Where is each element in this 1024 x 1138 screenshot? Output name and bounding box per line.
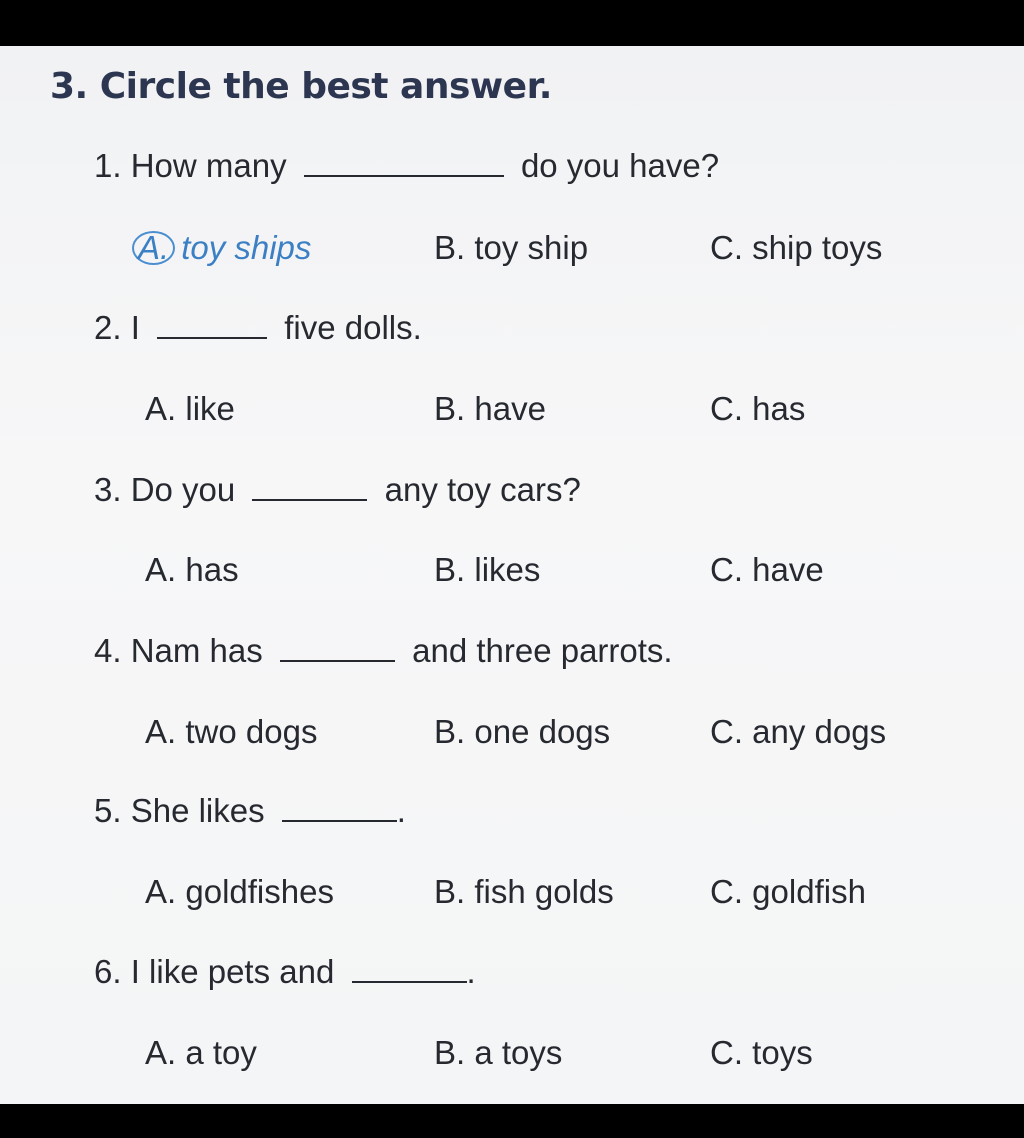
- option-text: toy ships: [181, 229, 312, 266]
- question-number: 2.: [94, 309, 122, 346]
- question-1-option-a[interactable]: [132, 228, 311, 268]
- question-stem-after: five dolls.: [284, 309, 422, 346]
- option-text: has: [185, 551, 239, 588]
- question-6-option-c[interactable]: [710, 1033, 813, 1073]
- answer-blank: [352, 955, 467, 983]
- option-text: two dogs: [185, 713, 318, 750]
- question-stem-before: She likes: [130, 792, 265, 829]
- option-text: one dogs: [474, 713, 611, 750]
- question-number: 1.: [94, 147, 122, 184]
- option-text: any dogs: [752, 713, 887, 750]
- option-text: fish golds: [474, 873, 614, 910]
- question-stem-before: I like pets and: [130, 953, 335, 990]
- question-3-option-b[interactable]: [434, 550, 540, 590]
- answer-blank: [157, 311, 267, 339]
- question-4-option-b[interactable]: [434, 712, 610, 752]
- question-stem-after: .: [466, 953, 476, 990]
- option-text: likes: [474, 551, 541, 588]
- option-letter: C.: [710, 390, 743, 427]
- question-3-option-c[interactable]: [710, 550, 824, 590]
- option-text: a toys: [474, 1034, 563, 1071]
- option-text: a toy: [185, 1034, 257, 1071]
- option-text: have: [752, 551, 824, 588]
- question-stem-before: How many: [130, 147, 287, 184]
- question-2-option-a[interactable]: [145, 389, 235, 429]
- option-letter: C.: [710, 873, 743, 910]
- question-stem-before: I: [130, 309, 140, 346]
- question-2: [94, 308, 422, 348]
- option-text: goldfish: [752, 873, 866, 910]
- option-letter: A.: [145, 873, 177, 910]
- section-title: 3. Circle the best answer.: [50, 66, 552, 107]
- option-text: have: [474, 390, 546, 427]
- answer-blank: [304, 149, 504, 177]
- question-4-option-a[interactable]: [145, 712, 317, 752]
- question-6-option-b[interactable]: [434, 1033, 562, 1073]
- option-letter: B.: [434, 713, 466, 750]
- option-letter: A.: [145, 1034, 177, 1071]
- question-3-option-a[interactable]: [145, 550, 239, 590]
- option-letter: B.: [434, 873, 466, 910]
- answer-blank: [282, 794, 397, 822]
- circle-mark: A.: [132, 231, 175, 265]
- question-stem-before: Do you: [130, 471, 236, 508]
- answer-blank: [280, 634, 395, 662]
- option-letter: A.: [145, 551, 177, 588]
- option-letter: B.: [434, 390, 466, 427]
- question-number: 6.: [94, 953, 122, 990]
- option-letter: B.: [434, 229, 466, 266]
- question-2-option-b[interactable]: [434, 389, 546, 429]
- question-1: [94, 146, 719, 186]
- option-letter: C.: [710, 551, 743, 588]
- question-6: [94, 952, 476, 992]
- question-2-option-c[interactable]: [710, 389, 805, 429]
- worksheet-page: [0, 46, 1024, 1104]
- option-text: has: [752, 390, 806, 427]
- question-stem-after: any toy cars?: [384, 471, 581, 508]
- question-1-option-c[interactable]: [710, 228, 882, 268]
- option-letter: A.: [145, 713, 177, 750]
- question-stem-after: .: [396, 792, 406, 829]
- question-5-option-b[interactable]: [434, 872, 614, 912]
- option-letter: C.: [710, 713, 743, 750]
- option-text: like: [185, 390, 235, 427]
- option-letter: C.: [710, 1034, 743, 1071]
- question-5-option-a[interactable]: [145, 872, 334, 912]
- question-4: [94, 631, 673, 671]
- question-stem-before: Nam has: [130, 632, 263, 669]
- option-text: toys: [752, 1034, 813, 1071]
- question-number: 4.: [94, 632, 122, 669]
- option-letter: C.: [710, 229, 743, 266]
- question-number: 3.: [94, 471, 122, 508]
- question-6-option-a[interactable]: [145, 1033, 257, 1073]
- question-5: [94, 791, 406, 831]
- option-text: ship toys: [752, 229, 883, 266]
- question-4-option-c[interactable]: [710, 712, 886, 752]
- option-text: goldfishes: [185, 873, 334, 910]
- option-letter: B.: [434, 551, 466, 588]
- option-text: toy ship: [474, 229, 589, 266]
- question-stem-after: and three parrots.: [412, 632, 673, 669]
- question-1-option-b[interactable]: [434, 228, 588, 268]
- question-5-option-c[interactable]: [710, 872, 866, 912]
- option-letter: A.: [145, 390, 177, 427]
- option-letter: B.: [434, 1034, 466, 1071]
- question-number: 5.: [94, 792, 122, 829]
- question-3: [94, 470, 581, 510]
- question-stem-after: do you have?: [520, 147, 720, 184]
- answer-blank: [252, 473, 367, 501]
